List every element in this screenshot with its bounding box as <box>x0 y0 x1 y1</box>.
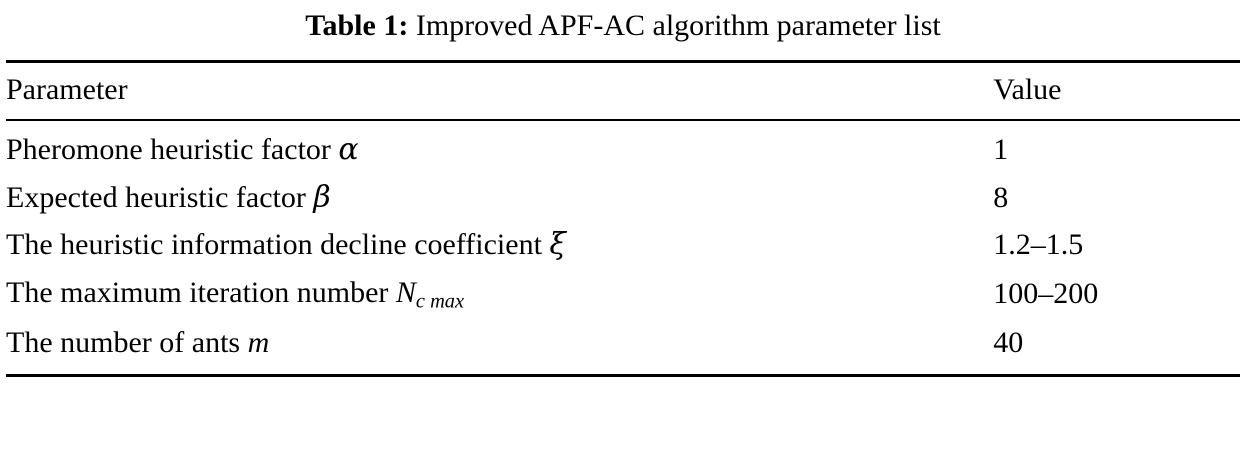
parameter-symbol: m <box>247 326 270 360</box>
cell-parameter <box>6 221 993 269</box>
parameter-symbol-subscript: c max <box>415 290 465 313</box>
table-header-row <box>6 62 1240 121</box>
table-caption <box>6 0 1240 60</box>
parameter-text: The heuristic information decline coefficient <box>6 228 550 262</box>
table-bottom-rule-row <box>6 375 1240 377</box>
table-row <box>6 120 1240 174</box>
parameter-symbol: ξ <box>549 227 566 263</box>
parameter-text: Expected heuristic factor <box>6 180 314 214</box>
table-bottom-rule-left <box>6 375 993 377</box>
parameter-symbol: N <box>395 275 416 309</box>
cell-value: 1 <box>993 120 1240 174</box>
cell-value: 100–200 <box>993 277 1099 311</box>
parameter-symbol: β <box>313 179 331 215</box>
cell-value: 8 <box>993 180 1009 214</box>
table-row <box>6 319 1240 375</box>
parameter-text: The number of ants <box>6 326 248 360</box>
parameter-text: Pheromone heuristic factor <box>6 133 339 166</box>
table-row <box>6 174 1240 222</box>
cell-parameter <box>6 120 993 174</box>
cell-parameter <box>6 269 993 320</box>
table-caption-label: Table 1: <box>305 9 409 42</box>
cell-value: 1.2–1.5 <box>993 228 1084 262</box>
column-header-parameter: Parameter <box>6 62 993 121</box>
table-row <box>6 269 1240 320</box>
cell-parameter <box>6 174 993 222</box>
column-header-value: Value <box>993 62 1240 121</box>
table-row <box>6 221 1240 269</box>
cell-parameter <box>6 319 993 375</box>
parameter-table <box>6 60 1240 377</box>
cell-value: 40 <box>993 326 1024 360</box>
parameter-text: The maximum iteration number <box>6 275 396 309</box>
parameter-symbol: α <box>338 132 359 167</box>
table-caption-text: Improved APF-AC algorithm parameter list <box>415 9 941 42</box>
table-bottom-rule-right <box>993 375 1240 377</box>
